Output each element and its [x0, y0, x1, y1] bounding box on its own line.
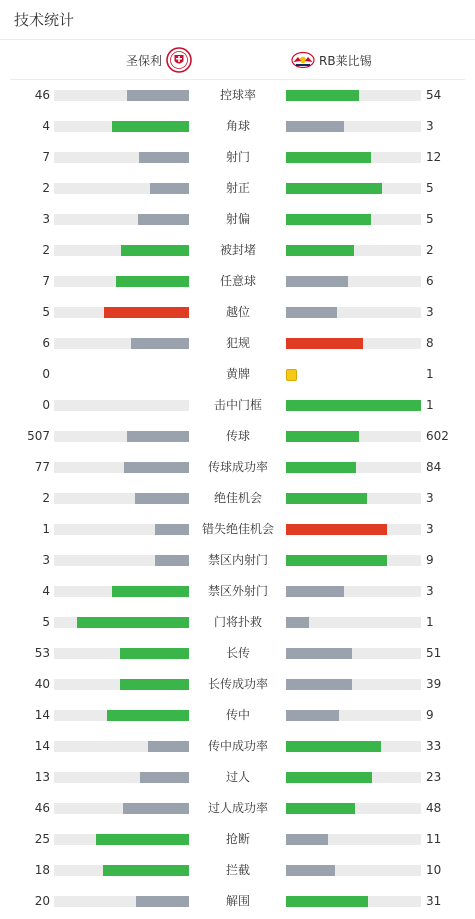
stats-list	[0, 80, 475, 917]
stat-row	[0, 545, 475, 576]
home-stat-value: 0	[42, 367, 50, 381]
home-stat-value: 53	[34, 646, 50, 660]
home-stat-value: 2	[42, 243, 50, 257]
home-stat-bar	[155, 524, 189, 535]
away-stat-value: 33	[426, 739, 442, 753]
home-stat-bar	[116, 276, 189, 287]
stat-row	[0, 607, 475, 638]
away-stat-bar-track	[286, 741, 421, 752]
away-stat-bar-track	[286, 834, 421, 845]
away-stat-value: 8	[426, 336, 434, 350]
home-stat-bar	[96, 834, 189, 845]
home-stat-bar-track	[54, 555, 189, 566]
home-stat-bar-track	[54, 245, 189, 256]
away-stat-bar	[286, 834, 328, 845]
home-stat-bar-track	[54, 772, 189, 783]
home-stat-value: 4	[42, 119, 50, 133]
home-stat-value: 25	[34, 832, 50, 846]
away-stat-bar-track	[286, 338, 421, 349]
home-stat-bar-track	[54, 462, 189, 473]
away-stat-bar-track	[286, 710, 421, 721]
home-stat-bar-track	[54, 276, 189, 287]
home-stat-value: 7	[42, 150, 50, 164]
home-stat-value: 7	[42, 274, 50, 288]
away-stat-bar	[286, 555, 387, 566]
stat-label: 解围	[225, 894, 250, 908]
away-stat-bar-track	[286, 865, 421, 876]
away-stat-value: 1	[426, 367, 434, 381]
home-stat-bar-track	[54, 152, 189, 163]
home-team[interactable]	[126, 40, 192, 80]
away-stat-value: 31	[426, 894, 442, 908]
home-stat-bar-track	[54, 648, 189, 659]
stat-label: 长传成功率	[207, 677, 268, 691]
stat-label: 任意球	[219, 274, 256, 288]
home-stat-value: 0	[42, 398, 50, 412]
away-stat-bar	[286, 679, 352, 690]
away-stat-bar-track	[286, 431, 421, 442]
stat-row	[0, 576, 475, 607]
stat-row	[0, 514, 475, 545]
home-stat-bar	[103, 865, 189, 876]
stat-row	[0, 204, 475, 235]
stat-row	[0, 142, 475, 173]
stat-label: 控球率	[219, 88, 256, 102]
away-stat-value: 6	[426, 274, 434, 288]
home-team-name: 圣保利	[126, 53, 163, 68]
stat-row	[0, 80, 475, 111]
st-pauli-crest-icon	[166, 47, 192, 73]
away-stat-value: 2	[426, 243, 434, 257]
away-stat-bar	[286, 245, 354, 256]
home-stat-bar-track	[54, 803, 189, 814]
away-stat-value: 602	[426, 429, 449, 443]
away-stat-value: 3	[426, 119, 434, 133]
away-stat-bar	[286, 741, 381, 752]
away-stat-bar-track	[286, 214, 421, 225]
stat-row	[0, 111, 475, 142]
home-stat-bar	[120, 679, 189, 690]
home-stat-bar	[123, 803, 189, 814]
away-stat-bar-track	[286, 493, 421, 504]
home-stat-value: 1	[42, 522, 50, 536]
stat-label: 传球成功率	[207, 460, 268, 474]
stat-label: 过人	[225, 770, 250, 784]
away-stat-value: 51	[426, 646, 442, 660]
rb-leipzig-crest-icon	[291, 50, 315, 70]
away-stat-value: 1	[426, 615, 434, 629]
home-stat-value: 2	[42, 491, 50, 505]
home-stat-bar-track	[54, 493, 189, 504]
stat-label: 角球	[225, 119, 250, 133]
home-stat-bar-track	[54, 896, 189, 907]
stats-title-bar	[0, 0, 475, 40]
away-stat-bar	[286, 152, 371, 163]
home-stat-bar	[140, 772, 189, 783]
away-stat-bar-track	[286, 555, 421, 566]
home-stat-bar	[127, 90, 189, 101]
stat-row	[0, 886, 475, 917]
away-stat-bar	[286, 338, 363, 349]
home-stat-bar-track	[54, 617, 189, 628]
away-stat-value: 10	[426, 863, 442, 877]
away-stat-bar	[286, 462, 356, 473]
stat-row	[0, 824, 475, 855]
home-stat-bar	[121, 245, 189, 256]
home-stat-bar	[120, 648, 189, 659]
home-stat-bar-track	[54, 865, 189, 876]
away-stat-bar	[286, 710, 339, 721]
stat-label: 越位	[225, 305, 250, 319]
stat-row	[0, 762, 475, 793]
away-stat-bar-track	[286, 462, 421, 473]
stat-label: 传中	[225, 708, 250, 722]
home-stat-bar	[138, 214, 189, 225]
away-stat-bar-track	[286, 121, 421, 132]
home-stat-bar	[150, 183, 189, 194]
away-team-name: RB莱比锡	[319, 53, 372, 68]
yellow-card-icon	[286, 369, 297, 381]
home-stat-value: 40	[34, 677, 50, 691]
home-stat-bar	[107, 710, 189, 721]
stat-row	[0, 452, 475, 483]
stat-row	[0, 669, 475, 700]
home-stat-bar-track	[54, 90, 189, 101]
home-stat-bar	[148, 741, 189, 752]
away-stat-value: 12	[426, 150, 442, 164]
stat-row	[0, 328, 475, 359]
away-stat-bar-track	[286, 679, 421, 690]
away-stat-bar	[286, 524, 387, 535]
stat-label: 传球	[225, 429, 250, 443]
away-stat-value: 9	[426, 708, 434, 722]
away-stat-bar-track	[286, 648, 421, 659]
home-stat-bar	[135, 493, 189, 504]
away-stat-bar-track	[286, 803, 421, 814]
away-stat-bar-track	[286, 245, 421, 256]
home-stat-value: 77	[34, 460, 50, 474]
stat-label: 门将扑救	[213, 615, 262, 629]
away-stat-value: 54	[426, 88, 442, 102]
stat-label: 禁区外射门	[207, 584, 268, 598]
away-stat-bar	[286, 431, 359, 442]
home-stat-value: 5	[42, 305, 50, 319]
home-stat-value: 4	[42, 584, 50, 598]
stat-label: 过人成功率	[207, 801, 268, 815]
away-stat-bar-track	[286, 524, 421, 535]
away-stat-value: 39	[426, 677, 442, 691]
stat-label: 传中成功率	[207, 739, 268, 753]
stat-label: 被封堵	[219, 243, 256, 257]
home-stat-value: 46	[34, 88, 50, 102]
stat-row	[0, 700, 475, 731]
stat-row	[0, 235, 475, 266]
home-stat-bar-track	[54, 586, 189, 597]
home-stat-value: 14	[34, 739, 50, 753]
away-stat-value: 84	[426, 460, 442, 474]
home-stat-value: 18	[34, 863, 50, 877]
home-stat-bar	[139, 152, 189, 163]
home-stat-bar-track	[54, 710, 189, 721]
teams-header	[10, 40, 465, 80]
away-stat-bar	[286, 772, 372, 783]
stat-row	[0, 855, 475, 886]
away-stat-bar	[286, 865, 335, 876]
away-stat-bar	[286, 617, 309, 628]
away-stat-bar	[286, 586, 344, 597]
stat-row	[0, 483, 475, 514]
home-stat-bar	[77, 617, 189, 628]
stat-label: 抢断	[225, 832, 250, 846]
home-stat-value: 13	[34, 770, 50, 784]
home-stat-bar	[112, 586, 189, 597]
stat-row	[0, 421, 475, 452]
home-stat-bar-track	[54, 834, 189, 845]
home-stat-bar-track	[54, 183, 189, 194]
away-stat-bar	[286, 214, 371, 225]
away-stat-bar	[286, 307, 337, 318]
away-stat-bar	[286, 276, 348, 287]
away-stat-value: 3	[426, 305, 434, 319]
home-stat-value: 507	[27, 429, 50, 443]
home-stat-bar-track	[54, 214, 189, 225]
home-stat-bar-track	[54, 400, 189, 411]
away-stat-value: 11	[426, 832, 442, 846]
away-stat-value: 48	[426, 801, 442, 815]
home-stat-bar-track	[54, 307, 189, 318]
home-stat-value: 14	[34, 708, 50, 722]
away-stat-bar	[286, 400, 421, 411]
away-stat-bar-track	[286, 183, 421, 194]
home-stat-bar-track	[54, 741, 189, 752]
stat-label: 禁区内射门	[207, 553, 268, 567]
away-stat-value: 5	[426, 181, 434, 195]
stat-label: 错失绝佳机会	[201, 522, 274, 536]
home-stat-value: 5	[42, 615, 50, 629]
home-stat-bar	[127, 431, 189, 442]
home-stat-bar-track	[54, 431, 189, 442]
stat-row	[0, 731, 475, 762]
stat-label: 拦截	[225, 863, 250, 877]
stat-label: 射门	[225, 150, 250, 164]
page-title: 技术统计	[14, 11, 75, 29]
away-stat-bar-track	[286, 896, 421, 907]
away-stat-bar	[286, 896, 368, 907]
away-stat-value: 3	[426, 491, 434, 505]
away-stat-bar	[286, 648, 352, 659]
home-stat-bar	[124, 462, 189, 473]
stat-label: 射偏	[225, 212, 250, 226]
stat-label: 击中门框	[213, 398, 262, 412]
home-stat-value: 6	[42, 336, 50, 350]
home-stat-bar-track	[54, 679, 189, 690]
away-stat-bar-track	[286, 307, 421, 318]
away-stat-bar-track	[286, 617, 421, 628]
away-stat-bar	[286, 493, 367, 504]
stat-row	[0, 266, 475, 297]
stat-label: 长传	[225, 646, 250, 660]
away-stat-bar	[286, 121, 344, 132]
away-stat-bar-track	[286, 586, 421, 597]
away-team[interactable]	[291, 40, 372, 80]
stat-label: 射正	[225, 181, 250, 195]
away-stat-bar-track	[286, 276, 421, 287]
away-stat-value: 5	[426, 212, 434, 226]
stat-row	[0, 793, 475, 824]
stat-row	[0, 359, 475, 390]
away-stat-value: 3	[426, 584, 434, 598]
home-stat-bar-track	[54, 524, 189, 535]
stat-row	[0, 297, 475, 328]
away-stat-bar-track	[286, 90, 421, 101]
home-stat-value: 2	[42, 181, 50, 195]
home-stat-value: 20	[34, 894, 50, 908]
home-stat-bar-track	[54, 338, 189, 349]
away-stat-value: 9	[426, 553, 434, 567]
home-stat-value: 46	[34, 801, 50, 815]
away-stat-bar	[286, 803, 355, 814]
away-stat-value: 1	[426, 398, 434, 412]
home-stat-value: 3	[42, 553, 50, 567]
home-stat-bar	[112, 121, 189, 132]
away-stat-bar-track	[286, 772, 421, 783]
stat-label: 绝佳机会	[213, 491, 262, 505]
home-stat-bar	[136, 896, 189, 907]
away-stat-bar-track	[286, 152, 421, 163]
away-stat-bar	[286, 183, 382, 194]
stat-label: 犯规	[225, 336, 250, 350]
home-stat-bar	[131, 338, 189, 349]
away-stat-bar	[286, 90, 359, 101]
stat-row	[0, 638, 475, 669]
stat-label: 黄牌	[225, 367, 250, 381]
away-stat-value: 3	[426, 522, 434, 536]
home-stat-value: 3	[42, 212, 50, 226]
away-stat-value: 23	[426, 770, 442, 784]
stat-row	[0, 173, 475, 204]
home-stat-bar	[155, 555, 189, 566]
away-stat-bar-track	[286, 400, 421, 411]
home-stat-bar-track	[54, 121, 189, 132]
home-stat-bar	[104, 307, 189, 318]
stat-row	[0, 390, 475, 421]
